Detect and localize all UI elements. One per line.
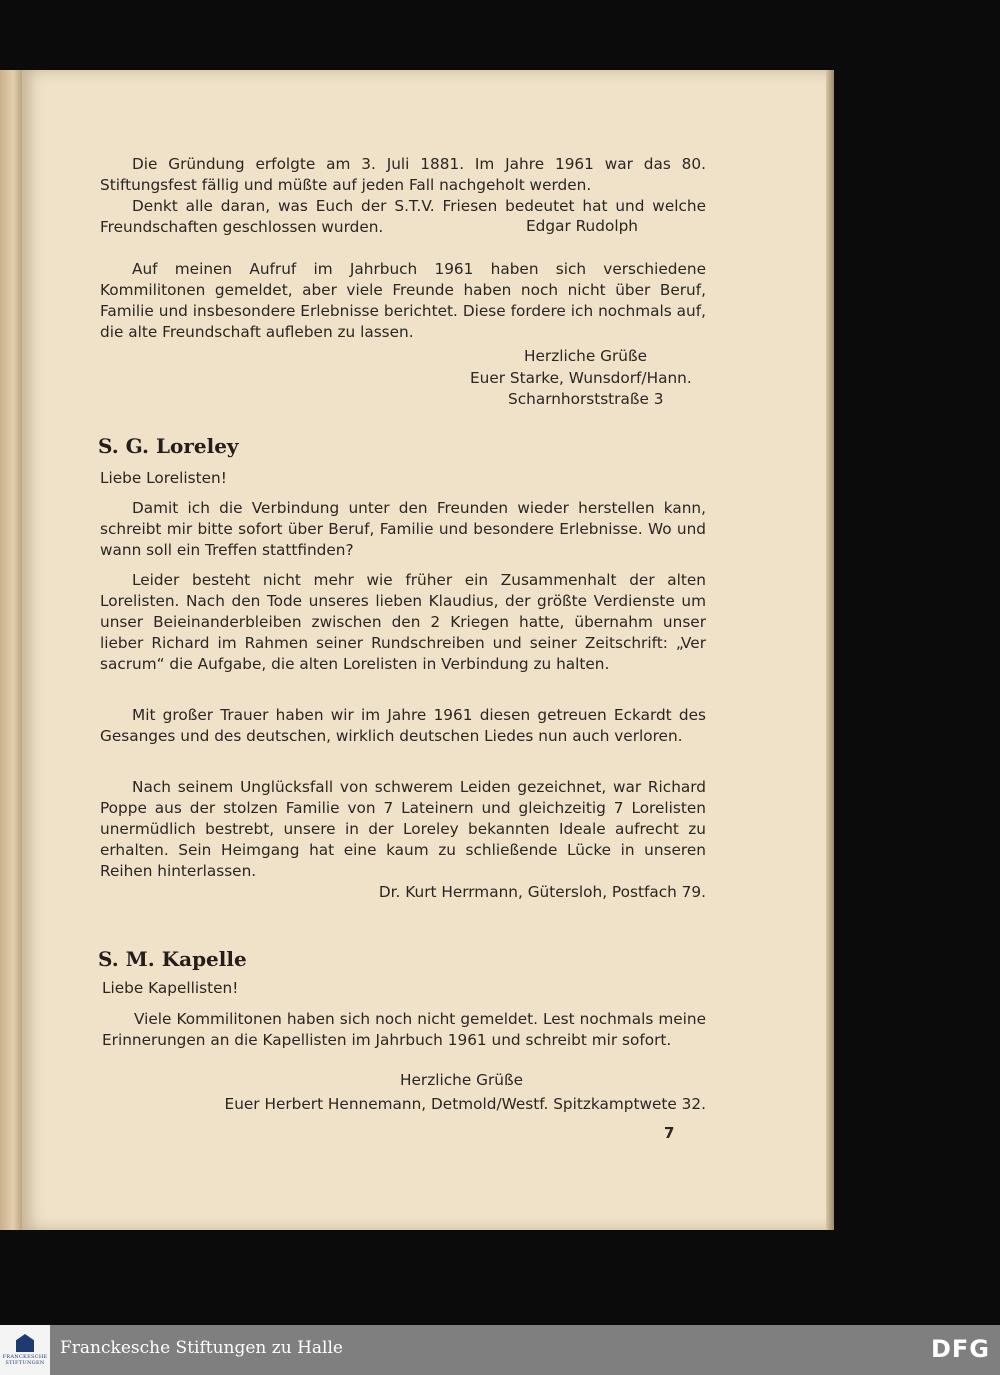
- institution-logo[interactable]: [0, 1325, 50, 1375]
- logo-text: FRANCKESCHE STIFTUNGEN: [2, 1354, 48, 1366]
- sender-street: Scharnhorststraße 3: [508, 390, 664, 408]
- institution-name[interactable]: Franckesche Stiftungen zu Halle: [60, 1338, 343, 1358]
- paragraph-appeal: Auf meinen Aufruf im Jahrbuch 1961 haben sich verschiedene Kommilitonen gemeldet, aber viele Freunde haben noch nicht über Beruf, Familie und insbesondere Erlebnisse berichtet. Diese fordere ich nochmals auf, die alte Freundschaft aufleben zu lassen.: [100, 260, 706, 341]
- page-number: 7: [664, 1124, 675, 1142]
- closing-greeting: Herzliche Grüße: [524, 347, 647, 365]
- heading-kapelle: S. M. Kapelle: [98, 947, 247, 971]
- right-page-edge: [826, 70, 834, 1230]
- signature-edgar-rudolph: Edgar Rudolph: [526, 217, 638, 235]
- salutation-kapelle: Liebe Kapellisten!: [102, 979, 239, 997]
- footer-bar: [0, 1325, 1000, 1375]
- left-page-edge: [0, 70, 22, 1230]
- salutation-loreley: Liebe Lorelisten!: [100, 469, 227, 487]
- paragraph-loreley-2: Leider besteht nicht mehr wie früher ein Zusammenhalt der alten Lorelisten. Nach den Tode unseres lieben Klaudius, der größte Verdienste um unser Beieinanderbleiben zwischen den 2 Kriegen hatte, übernahm unser lieber Richard im Rahmen seiner Rundschreiben und seiner Zeitschrift: „Ver sacrum“ die Aufgabe, die alten Lorelisten in Verbindung zu halten.: [100, 571, 706, 673]
- paragraph-founding: Die Gründung erfolgte am 3. Juli 1881. Im Jahre 1961 war das 80. Stiftungsfest fällig und müßte auf jeden Fall nachgeholt werden.: [100, 155, 706, 194]
- paragraph-loreley-3: Mit großer Trauer haben wir im Jahre 1961 diesen getreuen Eckardt des Gesanges und des deutschen, wirklich deutschen Liedes nun auch verloren.: [100, 706, 706, 745]
- closing-kapelle: Herzliche Grüße: [400, 1071, 523, 1089]
- dfg-logo[interactable]: DFG: [930, 1335, 990, 1363]
- paragraph-loreley-4: Nach seinem Unglücksfall von schwerem Leiden gezeichnet, war Richard Poppe aus der stolzen Familie von 7 Lateinern und gleichzeitig 7 Lorelisten unermüdlich bestrebt, unsere in der Loreley bekannten Ideale aufrecht zu erhalten. Sein Heimgang hat eine kaum zu schließende Lücke in unseren Reihen hinterlassen.: [100, 778, 706, 880]
- paragraph-kapelle: Viele Kommilitonen haben sich noch nicht gemeldet. Lest nochmals meine Erinnerungen an die Kapellisten im Jahrbuch 1961 und schreibt mir sofort.: [102, 1010, 706, 1049]
- signature-herrmann: Dr. Kurt Herrmann, Gütersloh, Postfach 79.: [378, 883, 706, 901]
- paragraph-loreley-1: Damit ich die Verbindung unter den Freunden wieder herstellen kann, schreibt mir bitte sofort über Beruf, Familie und besondere Erlebnisse. Wo und wann soll ein Treffen stattfinden?: [100, 499, 706, 559]
- signature-hennemann: Euer Herbert Hennemann, Detmold/Westf. Spitzkamptwete 32.: [224, 1095, 706, 1113]
- sender-starke: Euer Starke, Wunsdorf/Hann.: [470, 369, 692, 387]
- paragraph-remember: Denkt alle daran, was Euch der S.T.V. Friesen bedeutet hat und welche Freundschaften geschlossen wurden.: [100, 197, 706, 236]
- building-icon: [16, 1334, 34, 1352]
- heading-loreley: S. G. Loreley: [98, 434, 239, 458]
